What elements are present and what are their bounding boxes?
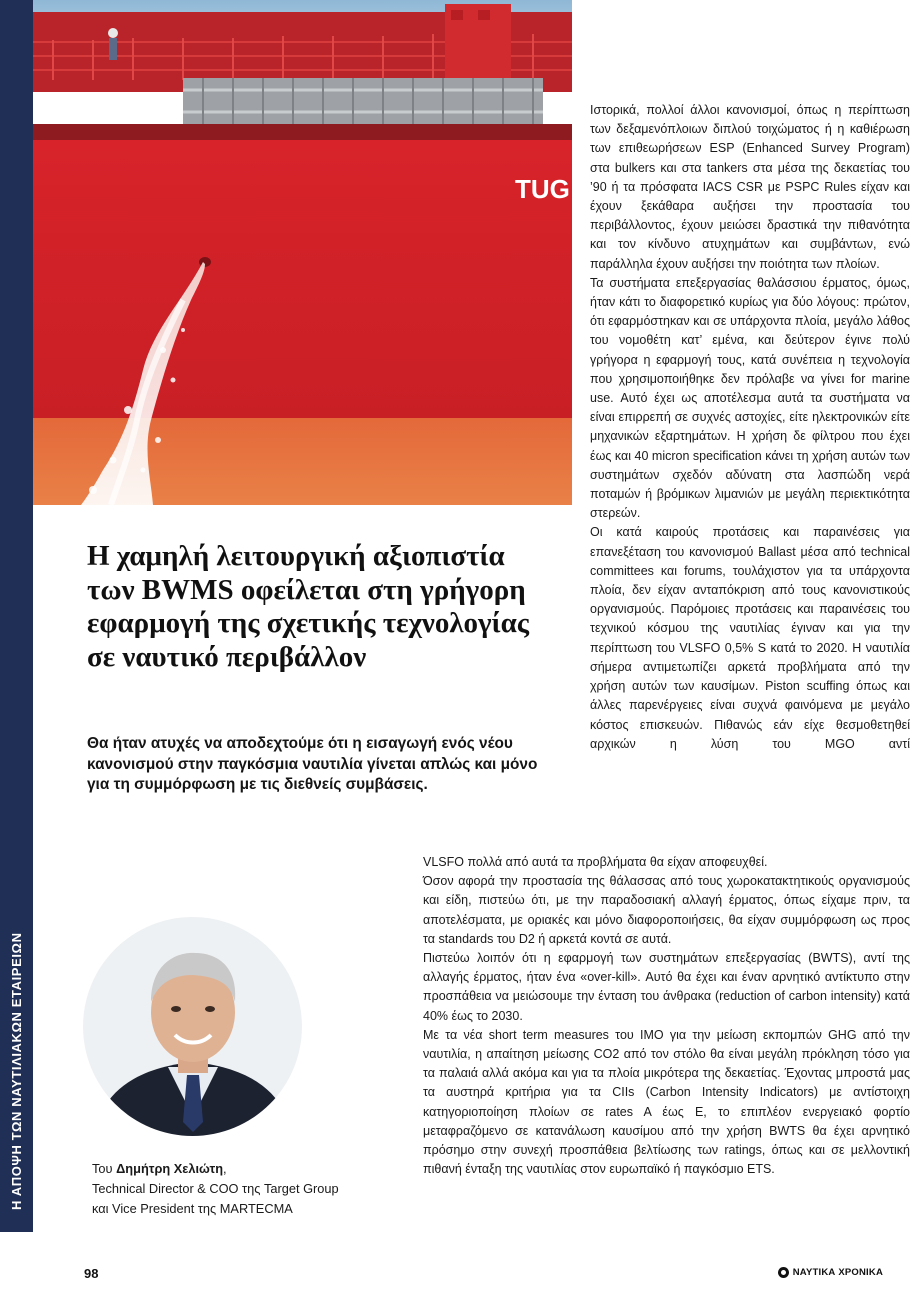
body-paragraph: VLSFO πολλά από αυτά τα προβλήματα θα είχαν αποφευχθεί.	[423, 855, 768, 869]
author-portrait	[83, 917, 302, 1136]
body-column-right	[590, 101, 910, 754]
author-caption	[92, 1159, 392, 1219]
page-number: 98	[84, 1266, 99, 1281]
caption-byline: Του Δημήτρη Χελιώτη,	[92, 1161, 227, 1176]
body-paragraph: Οι κατά καιρούς προτάσεις και παραινέσεις για επανεξέταση του κανονισμού Ballast μέσα από technical committees και forums, τουλάχιστον για τα υπάρχοντα πλοία, δεν είχαν ανταπόκριση από τους κανονιστικούς οργανισμούς. Παρόμοιες προτάσεις και παραινέσεις του τεχνικού κόσμου της ναυτιλίας έγιναν και για την περίπτωση του VLSFO 0,5% S κατά το 2020. Η ναυτιλία σήμερα αντιμετωπίζει αρκετά προβλήματα από την χρήση αυτών των καυσίμων. Piston scuffing όπως και άλλες παρενέργειες είναι συχνά φαινόμενα με μεγάλο κόστος επισκευών. Πιθανώς εάν είχε θεσμοθετηθεί αρχικών η λύση του MGO αντί	[590, 525, 910, 751]
body-paragraph: Με τα νέα short term measures του IMO για την μείωση εκπομπών GHG από την ναυτιλία, η απαίτηση μείωσης CO2 από τον στόλο θα είναι μεγάλη πρόκληση τόσο για τα παλαιά αλλά ακόμα και για τα πλοία μικρότερα της δεκαετίας. Έχοντας μπροστά μας τα αυστηρά κριτήρια για τα CIIs (Carbon Intensity Indicators) με αντίστοιχη κατηγοριοποίηση πλοίων σε rates A έως E, το επιπλέον ενεργειακό φορτίο μεταφραζόμενο σε κατανάλωση καυσίμου από την χρήση BWTS θα έχει αρνητικό πρόσημο στην συνεχή προσπάθεια βελτίωσης των ratings, όπως και σε μελλοντική πιθανή ένταξη της ναυτιλίας στον ευρωπαϊκό ή παγκόσμιο ETS.	[423, 1027, 910, 1177]
body-column-wide	[423, 853, 910, 1179]
article-lead: Θα ήταν ατυχές να αποδεχτούμε ότι η εισαγωγή ενός νέου κανονισμού στην παγκόσμια ναυτιλία γίνεται απλώς και μόνο για τη συμμόρφωση με τις διεθνείς συμβάσεις.	[87, 735, 538, 793]
section-label: Η ΑΠΟΨΗ ΤΩΝ ΝΑΥΤΙΛΙΑΚΩΝ ΕΤΑΙΡΕΙΩΝ	[9, 932, 24, 1210]
author-role: Technical Director & COO της Target Group	[92, 1181, 339, 1196]
ship-hull-illustration	[33, 0, 572, 505]
body-paragraph: Τα συστήματα επεξεργασίας θαλάσσιου έρματος, όμως, ήταν κάτι το διαφορετικό κυρίως για δύο λόγους: πρώτον, ότι εφαρμόστηκαν και σε υπάρχοντα πλοία, μεγάλο λάθος του νομοθέτη κατ’ εμένα, και δεύτερον έγινε πολύ γρήγορα η εφαρμογή τους, κατά συνέπεια η τεχνολογία που χρησιμοποιήθηκε δεν πρόλαβε να γίνει for marine use. Αυτό έχει ως αποτέλεσμα αυτά τα συστήματα να είναι επιρρεπή σε συχνές αστοχίες, είτε ηλεκτρονικών είτε μηχανικών εξαρτημάτων. Η χρήση δε φίλτρου που έχει έως και 40 micron specification κάνει τη χρήση αυτών των συστημάτων σχεδόν αδύνατη στα λασπώδη νερά ποταμών ή βρόμικων λιμανιών με μεγάλη περιεκτικότητα στερεών.	[590, 275, 910, 521]
body-paragraph: Πιστεύω λοιπόν ότι η εφαρμογή των συστημάτων επεξεργασίας (BWTS), αντί της αλλαγής έρματος, ήταν ένα «over-kill». Αυτό θα έχει και έναν αρνητικό αντίκτυπο στην προσπάθεια να μειώσουμε την ένταση του άνθρακα (reduction of carbon intensity) κατά 40% έως το 2030.	[423, 951, 910, 1023]
brand-logo-icon	[778, 1267, 789, 1278]
author-role-2: και Vice President της MARTECMA	[92, 1201, 293, 1216]
ship-lettering: TUG	[515, 174, 570, 204]
article-headline: Η χαμηλή λειτουργική αξιοπιστία των BWMS οφείλεται στη γρήγορη εφαρμογή της σχετικής τεχνολογίας σε ναυτικό περιβάλλον	[87, 540, 530, 673]
author-name: Δημήτρη Χελιώτη	[116, 1161, 224, 1176]
brand-name: ΝΑΥΤΙΚΑ ΧΡΟΝΙΚΑ	[792, 1267, 883, 1278]
body-paragraph: Όσον αφορά την προστασία της θάλασσας από τους χωροκατακτητικούς οργανισμούς και είδη, πιστεύω ότι, με την παραδοσιακή αλλαγή έρματος, όπως είχαμε πριν, τα αποτελέσματα, με οριακές και μόνο διαφοροποιήσεις, θα είχαν συμμόρφωση ως προς τα standards του D2 ή αρκετά κοντά σε αυτά.	[423, 874, 910, 946]
magazine-brand	[778, 1267, 883, 1278]
body-paragraph: Ιστορικά, πολλοί άλλοι κανονισμοί, όπως η περίπτωση των δεξαμενόπλοιων διπλού τοιχώματος ή η καθιέρωση των επιθεωρήσεων ESP (Enhanced Survey Program) στα bulkers και στα tankers στα μέσα της δεκαετίας του ’90 ή τα πρόσφατα IACS CSR με PSPC Rules είχαν και έχουν ξεκάθαρα αυξήσει την προστασία του περιβάλλοντος, έχουν μειώσει δραστικά την πιθανότητα και τον κίνδυνο ατυχημάτων και συμβάντων, ενώ παράλληλα έχουν αυξήσει την ποιότητα των πλοίων.	[590, 103, 910, 271]
hero-ship-photo	[33, 0, 572, 505]
